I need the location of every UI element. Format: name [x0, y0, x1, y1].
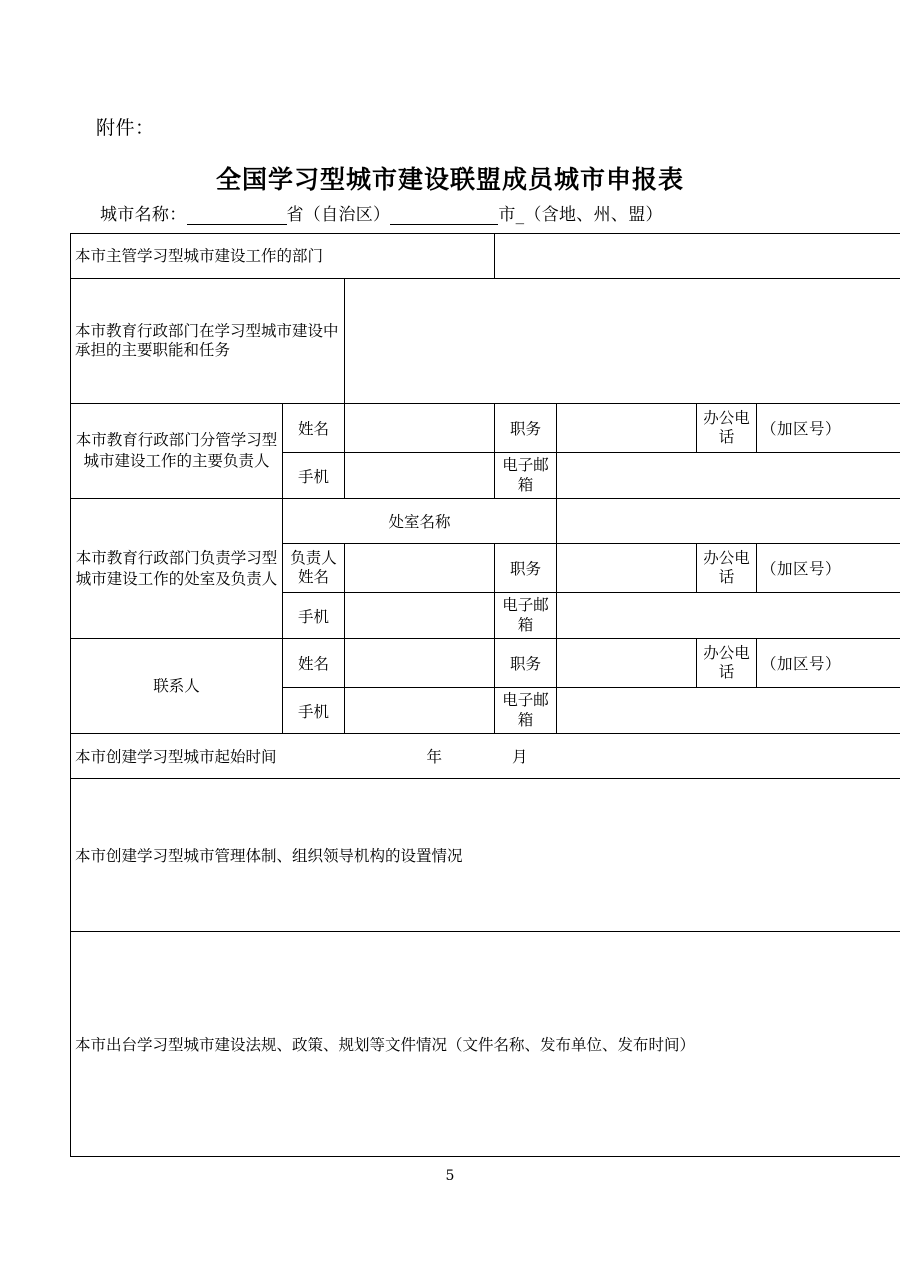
office-phone-label: 办公电话 [697, 544, 757, 593]
leader-label: 本市教育行政部门分管学习型城市建设工作的主要负责人 [71, 404, 283, 499]
contact-mobile-label: 手机 [283, 688, 345, 734]
system-label: 本市创建学习型城市管理体制、组织领导机构的设置情况 [75, 847, 463, 865]
province-suffix: 省（自治区） [286, 205, 391, 225]
table-row [71, 932, 900, 1157]
city-name-line [100, 200, 860, 225]
city-blank[interactable] [390, 209, 498, 225]
office-label: 本市教育行政部门负责学习型城市建设工作的处室及负责人 [71, 499, 283, 639]
dept-value[interactable] [495, 234, 900, 279]
leader-office-phone-label: 办公电话 [697, 404, 757, 453]
start-time-row[interactable] [71, 734, 900, 779]
office-name-value[interactable] [557, 499, 900, 544]
table-row [71, 234, 900, 279]
leader-title-value[interactable] [557, 404, 697, 453]
leader-title-label: 职务 [495, 404, 557, 453]
table-row [71, 639, 900, 688]
duties-value[interactable] [345, 279, 900, 404]
contact-name-value[interactable] [345, 639, 495, 688]
contact-email-label: 电子邮箱 [495, 688, 557, 734]
leader-email-value[interactable] [557, 453, 900, 499]
office-mobile-value[interactable] [345, 593, 495, 639]
leader-name-label: 姓名 [283, 404, 345, 453]
office-email-value[interactable] [557, 593, 900, 639]
office-phone-value[interactable]: （加区号） [757, 544, 900, 593]
contact-name-label: 姓名 [283, 639, 345, 688]
system-cell[interactable] [71, 779, 900, 932]
office-email-label: 电子邮箱 [495, 593, 557, 639]
leader-name-value[interactable] [345, 404, 495, 453]
office-mobile-label: 手机 [283, 593, 345, 639]
contact-label: 联系人 [71, 639, 283, 734]
leader-mobile-value[interactable] [345, 453, 495, 499]
leader-mobile-label: 手机 [283, 453, 345, 499]
start-time-label: 本市创建学习型城市起始时间 [75, 748, 277, 766]
leader-email-label: 电子邮箱 [495, 453, 557, 499]
start-time-year-label: 年 [426, 748, 443, 766]
policies-label: 本市出台学习型城市建设法规、政策、规划等文件情况（文件名称、发布单位、发布时间） [75, 1036, 696, 1054]
contact-mobile-value[interactable] [345, 688, 495, 734]
table-row [71, 734, 900, 779]
policies-cell[interactable] [71, 932, 900, 1157]
office-title-label: 职务 [495, 544, 557, 593]
application-form-table [70, 233, 900, 1157]
table-row [71, 499, 900, 544]
page-number: 5 [445, 1168, 455, 1184]
dept-label: 本市主管学习型城市建设工作的部门 [71, 234, 495, 279]
contact-title-value[interactable] [557, 639, 697, 688]
city-suffix: 市_（含地、州、盟） [498, 205, 663, 225]
contact-office-phone-value[interactable]: （加区号） [757, 639, 900, 688]
office-head-name-value[interactable] [345, 544, 495, 593]
contact-office-phone-label: 办公电话 [697, 639, 757, 688]
duties-label: 本市教育行政部门在学习型城市建设中承担的主要职能和任务 [71, 279, 345, 404]
table-row [71, 279, 900, 404]
city-name-label: 城市名称： [100, 205, 187, 225]
page-title: 全国学习型城市建设联盟成员城市申报表 [215, 165, 684, 194]
leader-office-phone-value[interactable]: （加区号） [757, 404, 900, 453]
office-title-value[interactable] [557, 544, 697, 593]
start-time-month-label: 月 [512, 748, 528, 766]
table-row [71, 779, 900, 932]
province-blank[interactable] [187, 209, 287, 225]
table-row [71, 404, 900, 453]
attachment-label: 附件： [96, 117, 155, 139]
contact-email-value[interactable] [557, 688, 900, 734]
contact-title-label: 职务 [495, 639, 557, 688]
office-head-name-label: 负责人姓名 [283, 544, 345, 593]
office-name-label: 处室名称 [283, 499, 557, 544]
